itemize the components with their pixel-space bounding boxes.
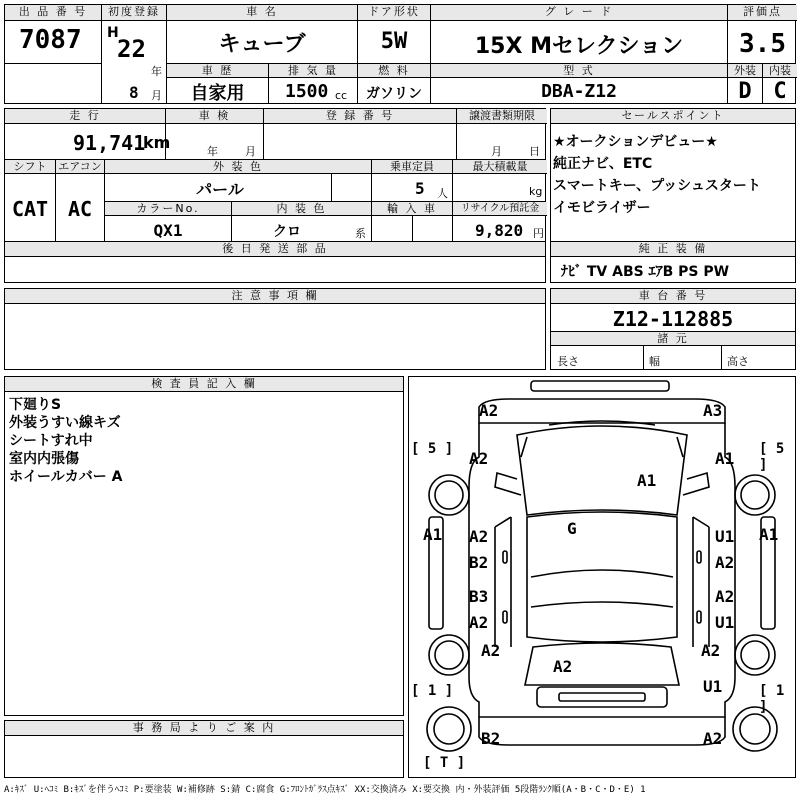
fuel: ガソリン — [366, 86, 422, 102]
int-color: クロ — [273, 224, 301, 240]
first-reg-label: 初度登録 — [102, 5, 166, 21]
history-label: 車 歴 — [167, 64, 268, 78]
sales-point: ★オークションデビュー★ — [553, 134, 718, 150]
displacement-label: 排 気 量 — [269, 64, 357, 78]
recycle-unit: 円 — [533, 227, 544, 240]
model: DBA-Z12 — [541, 81, 617, 102]
registration-label: 登 録 番 号 — [264, 109, 456, 124]
mark-door-rl2: A2 — [469, 613, 489, 632]
transfer-day-unit: 日 — [529, 145, 540, 158]
mileage-label: 走 行 — [5, 109, 165, 124]
mark-roof-rear: A2 — [553, 657, 573, 676]
recycle-label: リサイクル預託金 — [453, 202, 547, 216]
score-label: 評価点 — [728, 5, 797, 21]
chassis-section — [550, 288, 796, 370]
model-label: 型 式 — [431, 64, 727, 78]
ac: AC — [67, 197, 93, 221]
mark-side-right: A1 — [759, 525, 779, 544]
width-label: 幅 — [649, 355, 660, 368]
mark-tire-rl: [ 1 ] — [411, 683, 454, 699]
inspection-label: 車 検 — [166, 109, 263, 124]
color-no-label: カラーNo. — [105, 202, 231, 216]
car-diagram-svg — [409, 377, 795, 777]
mark-door-fl2: B2 — [469, 553, 489, 572]
shift: CAT — [11, 197, 49, 221]
transfer-label: 譲渡書類期限 — [457, 109, 547, 124]
load-unit: kg — [529, 185, 543, 198]
later-parts-label: 後 日 発 送 部 品 — [5, 242, 545, 257]
later-parts-section — [4, 241, 546, 283]
caution-section — [4, 288, 546, 370]
import-label: 輸 入 車 — [372, 202, 452, 216]
inspector-note: ホイールカバー A — [9, 469, 123, 485]
recycle: 9,820 — [475, 221, 524, 240]
shift-label: シフト — [5, 160, 55, 174]
dims-label: 諸 元 — [551, 331, 795, 346]
mileage: 91,741 — [73, 131, 146, 155]
inspector-label: 検 査 員 記 入 欄 — [5, 377, 403, 392]
insp-month-unit: 月 — [245, 145, 256, 158]
mark-glass: G — [567, 519, 577, 538]
capacity-unit: 人 — [437, 187, 448, 200]
inspector-note: 室内内張傷 — [9, 451, 79, 467]
equipment-items: ﾅﾋﾞ TV ABS ｴｱB PS PW — [561, 264, 730, 280]
header-section — [4, 4, 796, 104]
legend: A:ｷｽﾞ U:ﾍｺﾐ B:ｷｽﾞを伴うﾍｺﾐ P:要塗装 W:補修跡 S:錆 C:腐食 G:ﾌﾛﾝﾄｶﾞﾗｽ点ｷｽﾞ XX:交換済み X:要交換 内・外装評価 5段階ﾗﾝｸ順(A・B・C・D・E) 1 — [4, 785, 646, 795]
capacity: 5 — [415, 179, 425, 198]
mark-bumper-rl: B2 — [481, 729, 501, 748]
damage-diagram — [408, 376, 796, 778]
year-unit: 年 — [151, 65, 162, 78]
lot-label: 出 品 番 号 — [5, 5, 101, 21]
height-label: 高さ — [727, 355, 749, 368]
mark-fender-fr: A1 — [715, 449, 735, 468]
displacement: 1500 — [285, 81, 329, 102]
length-label: 長さ — [557, 355, 579, 368]
equipment-label: 純 正 装 備 — [551, 242, 795, 257]
month-unit: 月 — [151, 89, 162, 102]
year: 22 — [117, 35, 146, 63]
color-label: 外 装 色 — [105, 160, 371, 174]
mark-fender-rl: A2 — [481, 641, 501, 660]
int-color-label: 内 装 色 — [232, 202, 371, 216]
mark-front-right: A3 — [703, 401, 723, 420]
mark-trunk: [ T ] — [423, 755, 466, 771]
door-type: 5W — [380, 29, 408, 54]
sales-point: 純正ナビ、ETC — [553, 156, 653, 172]
inspector-note: 下廻りS — [9, 397, 62, 413]
equipment-section — [550, 241, 796, 283]
era: H — [107, 25, 119, 41]
history: 自家用 — [190, 83, 245, 104]
grade-label: グ レ ー ド — [431, 5, 727, 21]
mark-fender-rr: A2 — [701, 641, 721, 660]
int-color-unit: 系 — [355, 227, 366, 240]
caution-label: 注 意 事 項 欄 — [5, 289, 545, 304]
mark-rear-right-low: U1 — [703, 677, 723, 696]
mark-front-left: A2 — [479, 401, 499, 420]
color: パール — [196, 180, 244, 199]
transfer-month-unit: 月 — [491, 145, 502, 158]
sales-point: イモビライザー — [553, 200, 651, 216]
car-name: キューブ — [218, 32, 306, 57]
mark-door-rl1: B3 — [469, 587, 489, 606]
office-label: 事 務 局 よ り ご 案 内 — [5, 721, 403, 736]
name-label: 車 名 — [167, 5, 357, 21]
mark-door-fl1: A2 — [469, 527, 489, 546]
ext-label: 外装 — [728, 64, 762, 78]
vehicle-info-section — [4, 108, 546, 242]
mark-door-fr1: U1 — [715, 527, 735, 546]
mark-bumper-rr: A2 — [703, 729, 723, 748]
capacity-label: 乗車定員 — [372, 160, 452, 174]
inspector-section — [4, 376, 404, 716]
fuel-label: 燃 料 — [358, 64, 430, 78]
mark-fender-fl: A2 — [469, 449, 489, 468]
lot-number: 7087 — [19, 25, 82, 55]
mark-tire-fr: [ 5 ] — [759, 441, 785, 473]
mark-tire-rr: [ 1 ] — [759, 683, 785, 715]
color-no: QX1 — [153, 221, 183, 240]
mark-door-rr1: A2 — [715, 587, 735, 606]
sales-points-label: セールスポイント — [551, 109, 795, 124]
sales-points-section — [550, 108, 796, 242]
inspector-note: シートすれ中 — [9, 433, 93, 449]
score: 3.5 — [739, 29, 786, 59]
grade: 15X Mセレクション — [474, 34, 684, 59]
load-label: 最大積載量 — [453, 160, 547, 174]
ext-grade: D — [738, 79, 752, 104]
ac-label: エアコン — [56, 160, 104, 174]
int-grade: C — [773, 79, 787, 104]
int-label: 内装 — [763, 64, 797, 78]
mileage-unit: km — [143, 133, 171, 152]
mark-tire-fl: [ 5 ] — [411, 441, 454, 457]
door-label: ドア形状 — [358, 5, 430, 21]
office-section — [4, 720, 404, 778]
chassis-number: Z12-112885 — [612, 307, 734, 331]
sales-point: スマートキー、プッシュスタート — [553, 178, 761, 194]
mark-side-left: A1 — [423, 525, 443, 544]
insp-year-unit: 年 — [207, 145, 218, 158]
chassis-label: 車 台 番 号 — [551, 289, 795, 304]
inspector-note: 外装うすい線キズ — [9, 415, 121, 431]
mark-hood: A1 — [637, 471, 657, 490]
month: 8 — [129, 83, 139, 102]
displacement-unit: cc — [335, 89, 348, 102]
mark-door-rr2: U1 — [715, 613, 735, 632]
mark-door-fr2: A2 — [715, 553, 735, 572]
